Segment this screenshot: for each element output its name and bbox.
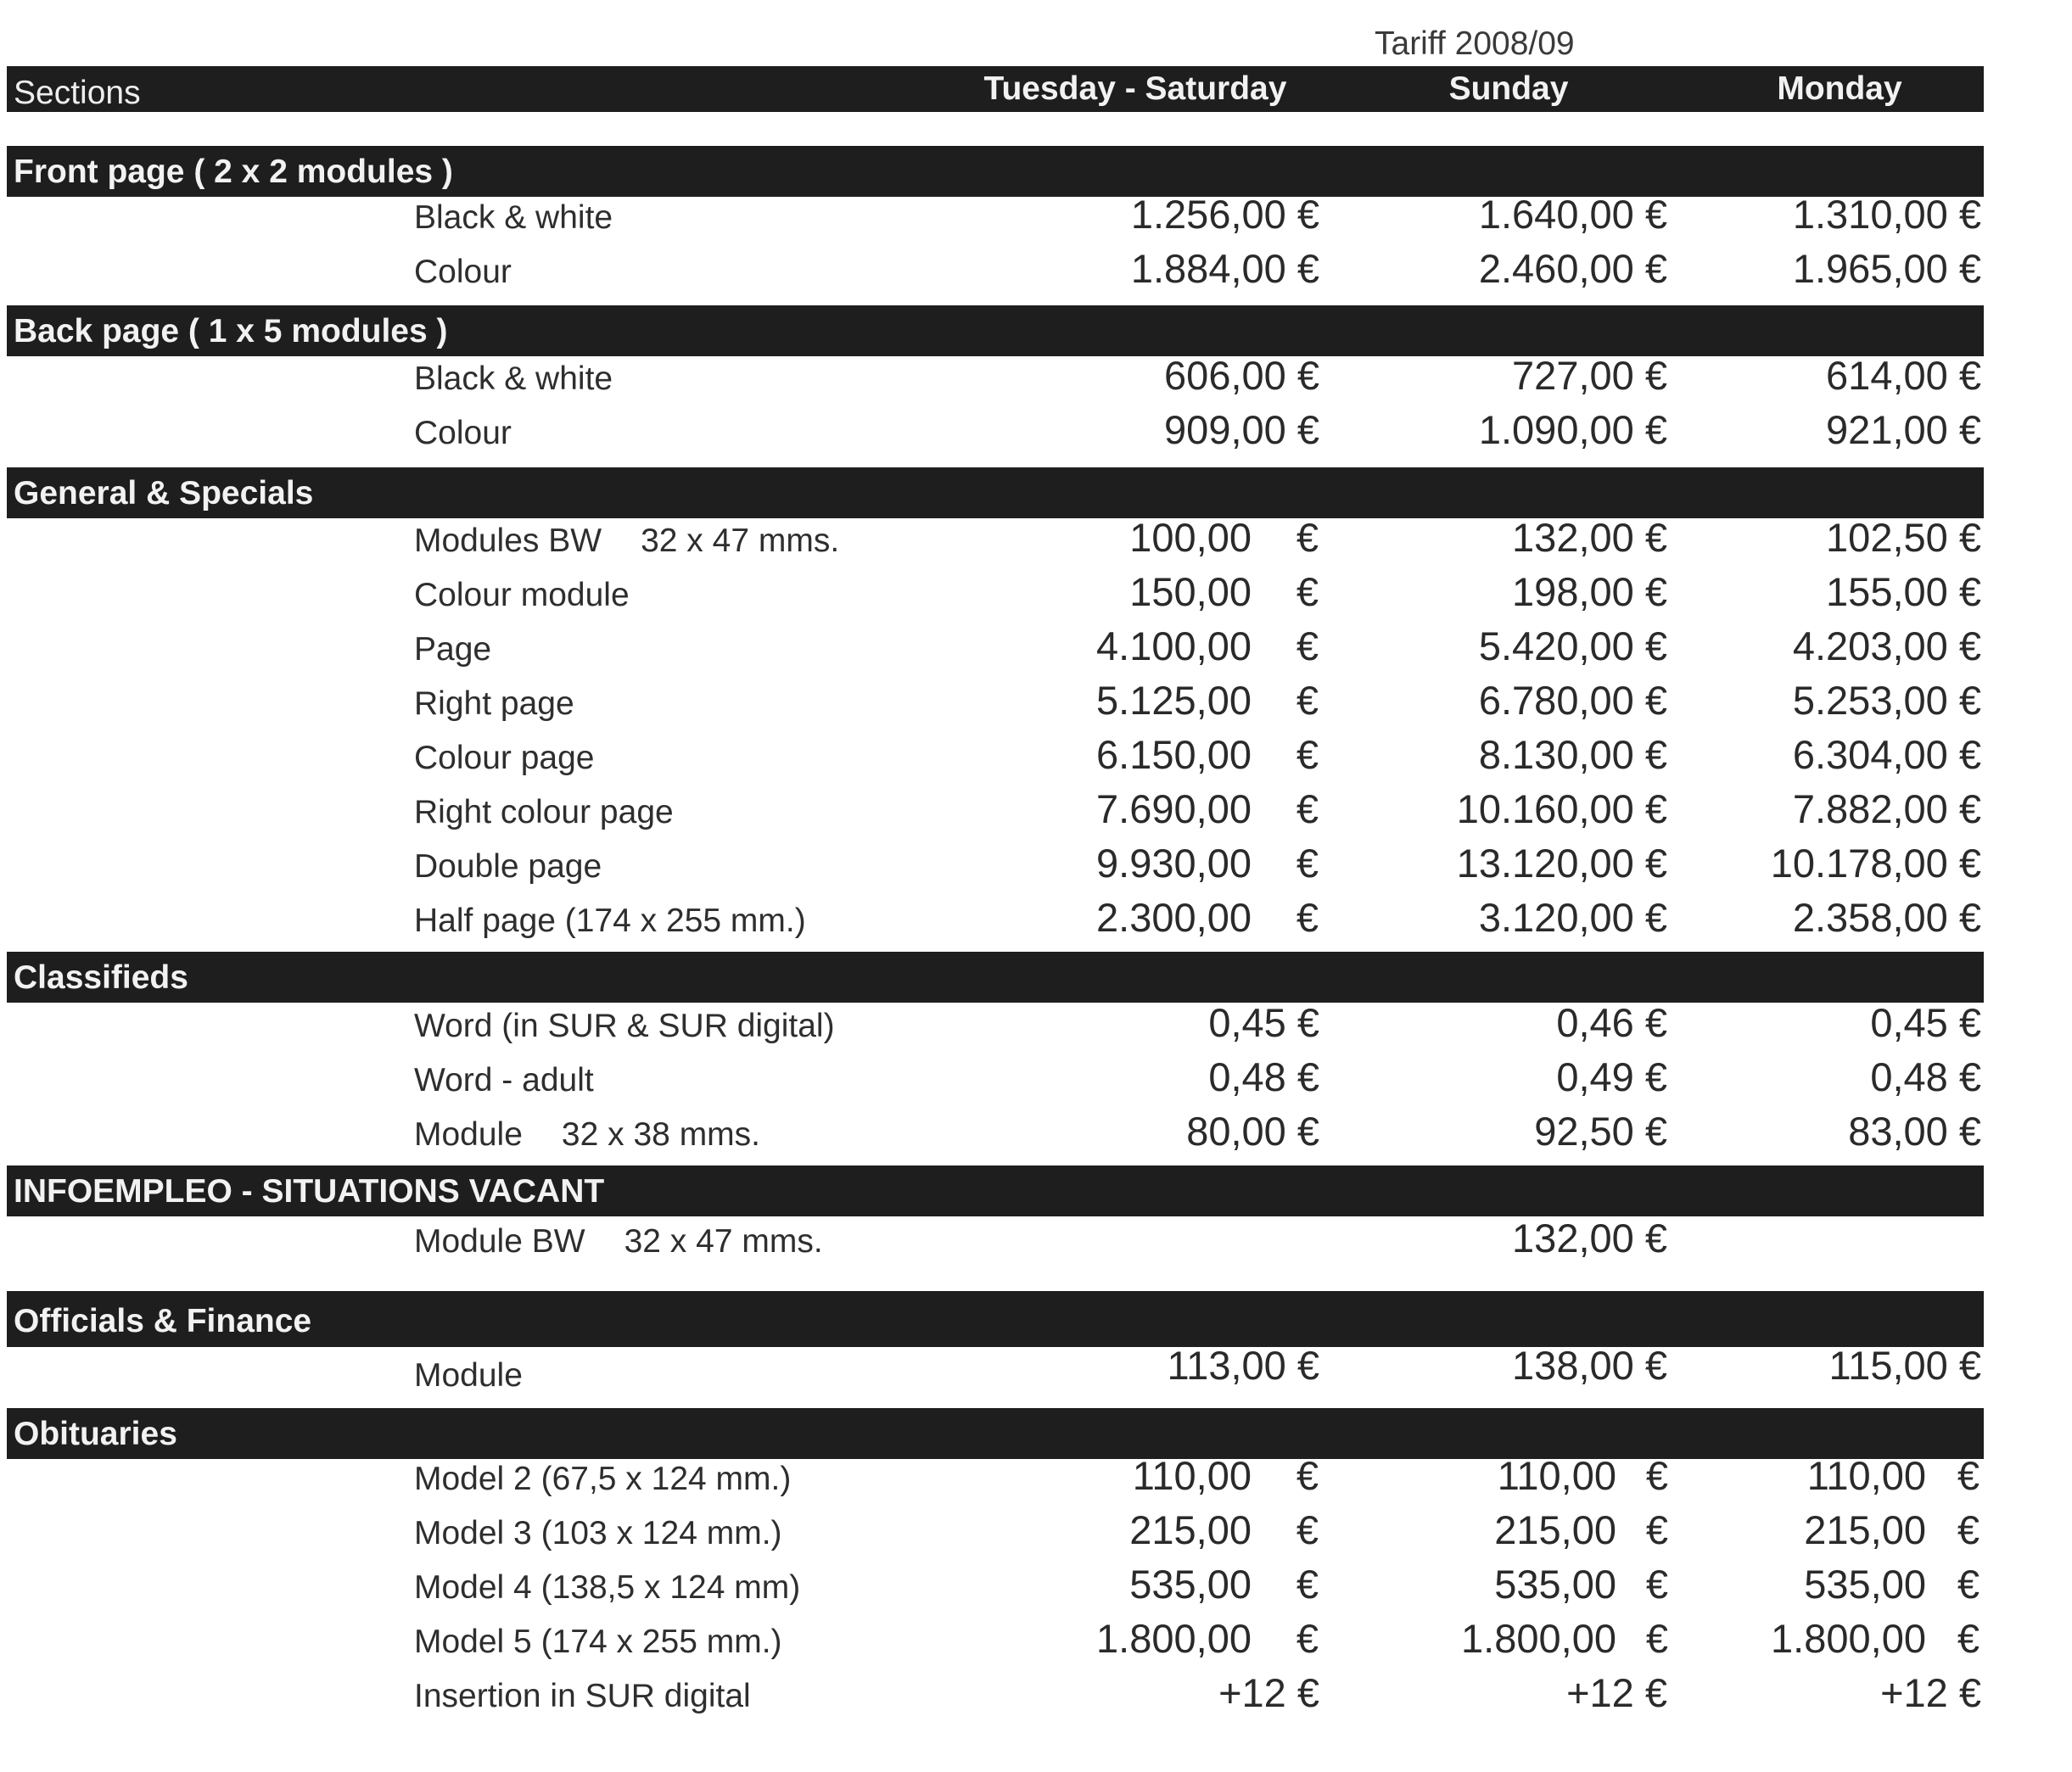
price-tue-sat: 1.800,00	[1096, 1616, 1252, 1661]
table-row	[0, 406, 2072, 461]
price-tue-sat: 110,00	[1132, 1453, 1252, 1498]
price-sunday: 3.120,00 €	[1478, 895, 1667, 940]
table-row	[0, 999, 2072, 1054]
price-monday: 10.178,00 €	[1770, 841, 1981, 886]
price-monday: 921,00 €	[1826, 407, 1981, 452]
price-tue-sat: 606,00 €	[1164, 353, 1319, 398]
euro-sign: €	[1957, 1616, 1980, 1661]
table-row	[0, 191, 2072, 245]
price-monday: 535,00	[1804, 1562, 1926, 1607]
price-sunday: 10.160,00 €	[1456, 786, 1667, 831]
table-row	[0, 731, 2072, 785]
column-header-sunday: Sunday	[1448, 70, 1569, 107]
table-row	[0, 568, 2072, 623]
price-sunday: 727,00 €	[1512, 353, 1667, 398]
price-tue-sat: 113,00 €	[1167, 1343, 1319, 1388]
row-label-text: Module BW	[414, 1223, 585, 1260]
price-monday: 83,00 €	[1848, 1109, 1981, 1154]
euro-sign: €	[1296, 515, 1319, 560]
price-sunday: 535,00	[1494, 1562, 1616, 1607]
price-monday: 7.882,00 €	[1792, 786, 1981, 831]
table-row	[0, 677, 2072, 731]
column-header-monday: Monday	[1777, 70, 1902, 107]
price-monday: 2.358,00 €	[1792, 895, 1981, 940]
column-header-tue-sat: Tuesday - Saturday	[983, 70, 1287, 107]
row-label: Right page	[414, 685, 574, 722]
table-row	[0, 1215, 2072, 1269]
row-label-text: Modules BW	[414, 523, 602, 559]
row-label: Right colour page	[414, 794, 674, 830]
euro-sign: €	[1645, 1453, 1669, 1498]
price-sunday: 132,00 €	[1512, 1216, 1667, 1261]
row-label: Double page	[414, 848, 602, 885]
price-sunday: 6.780,00 €	[1478, 678, 1667, 723]
price-sunday: 215,00	[1494, 1507, 1616, 1552]
price-tue-sat: 535,00	[1129, 1562, 1252, 1607]
price-sunday: 92,50 €	[1534, 1109, 1667, 1154]
module-size: 32 x 38 mms.	[561, 1116, 760, 1153]
section-title-classifieds: Classifieds	[14, 959, 188, 996]
euro-sign: €	[1957, 1562, 1980, 1607]
table-row	[0, 785, 2072, 840]
price-sunday: 5.420,00 €	[1478, 623, 1667, 668]
price-tue-sat: 80,00 €	[1186, 1109, 1319, 1154]
price-monday: 102,50 €	[1826, 515, 1981, 560]
row-label: Model 5 (174 x 255 mm.)	[414, 1624, 782, 1660]
row-label: Module	[414, 1357, 523, 1394]
price-tue-sat: 909,00 €	[1164, 407, 1319, 452]
price-tue-sat: 0,45 €	[1208, 1000, 1319, 1045]
price-tue-sat: 9.930,00	[1096, 841, 1252, 886]
price-sunday: 1.090,00 €	[1478, 407, 1667, 452]
section-bar-general-specials	[7, 467, 1984, 518]
price-tue-sat: 0,48 €	[1208, 1054, 1319, 1099]
price-sunday: 2.460,00 €	[1478, 246, 1667, 291]
euro-sign: €	[1296, 841, 1319, 886]
price-monday: 6.304,00 €	[1792, 732, 1981, 777]
row-label	[414, 523, 839, 560]
table-row	[0, 840, 2072, 894]
price-monday: 0,45 €	[1870, 1000, 1981, 1045]
table-row	[0, 1669, 2072, 1724]
euro-sign: €	[1645, 1562, 1669, 1607]
price-sunday: 0,49 €	[1556, 1054, 1667, 1099]
price-tue-sat: 1.256,00 €	[1130, 192, 1319, 237]
column-header-bar	[7, 66, 1984, 112]
row-label: Black & white	[414, 199, 613, 236]
price-monday: 215,00	[1804, 1507, 1926, 1552]
row-label: Colour page	[414, 740, 595, 776]
price-tue-sat: 215,00	[1129, 1507, 1252, 1552]
table-row	[0, 1506, 2072, 1561]
table-row	[0, 894, 2072, 948]
row-label-text: Module	[414, 1116, 523, 1153]
row-label: Model 3 (103 x 124 mm.)	[414, 1515, 782, 1551]
price-tue-sat: 1.884,00 €	[1130, 246, 1319, 291]
row-label: Model 2 (67,5 x 124 mm.)	[414, 1461, 792, 1497]
price-sunday: 138,00 €	[1512, 1343, 1667, 1388]
section-title-officials-finance: Officials & Finance	[14, 1303, 312, 1339]
row-label: Page	[414, 631, 492, 668]
euro-sign: €	[1296, 678, 1319, 723]
table-row	[0, 1108, 2072, 1162]
euro-sign: €	[1296, 786, 1319, 831]
euro-sign: €	[1296, 1507, 1319, 1552]
euro-sign: €	[1296, 1453, 1319, 1498]
row-label: Word - adult	[414, 1062, 594, 1098]
table-row	[0, 1452, 2072, 1506]
section-bar-obituaries	[7, 1408, 1984, 1459]
table-row	[0, 623, 2072, 677]
price-monday: 5.253,00 €	[1792, 678, 1981, 723]
row-label: Colour	[414, 415, 512, 451]
price-tue-sat: 150,00	[1129, 569, 1252, 614]
table-row	[0, 1054, 2072, 1108]
table-row	[0, 1342, 2072, 1396]
price-monday: 115,00 €	[1828, 1343, 1981, 1388]
section-title-obituaries: Obituaries	[14, 1416, 177, 1452]
euro-sign: €	[1296, 623, 1319, 668]
section-bar-classifieds	[7, 952, 1984, 1003]
table-row	[0, 352, 2072, 406]
price-tue-sat: 5.125,00	[1096, 678, 1252, 723]
section-title-front-page: Front page ( 2 x 2 modules )	[14, 154, 453, 190]
price-tue-sat: 6.150,00	[1096, 732, 1252, 777]
price-monday: 1.965,00 €	[1792, 246, 1981, 291]
section-bar-officials-finance	[7, 1291, 1984, 1347]
table-row	[0, 1561, 2072, 1615]
section-title-general-specials: General & Specials	[14, 475, 314, 511]
price-tue-sat: 4.100,00	[1096, 623, 1252, 668]
price-tue-sat: 100,00	[1129, 515, 1252, 560]
price-monday: 155,00 €	[1826, 569, 1981, 614]
table-row	[0, 245, 2072, 299]
price-sunday: 13.120,00 €	[1456, 841, 1667, 886]
module-size: 32 x 47 mms.	[624, 1223, 823, 1260]
euro-sign: €	[1957, 1507, 1980, 1552]
price-sunday: 198,00 €	[1512, 569, 1667, 614]
row-label: Half page (174 x 255 mm.)	[414, 903, 806, 939]
row-label: Colour module	[414, 577, 630, 613]
module-size: 32 x 47 mms.	[641, 523, 840, 559]
row-label: Colour	[414, 254, 512, 290]
price-tue-sat: 2.300,00	[1096, 895, 1252, 940]
euro-sign: €	[1645, 1616, 1669, 1661]
row-label: Model 4 (138,5 x 124 mm)	[414, 1569, 801, 1606]
section-title-back-page: Back page ( 1 x 5 modules )	[14, 313, 448, 349]
price-monday: 110,00	[1806, 1453, 1926, 1498]
price-tue-sat: +12 €	[1218, 1670, 1319, 1715]
euro-sign: €	[1296, 1562, 1319, 1607]
price-monday: 4.203,00 €	[1792, 623, 1981, 668]
row-label	[414, 1223, 823, 1261]
table-row	[0, 1615, 2072, 1669]
euro-sign: €	[1296, 1616, 1319, 1661]
section-title-infoempleo: INFOEMPLEO - SITUATIONS VACANT	[14, 1173, 605, 1210]
price-monday: 0,48 €	[1870, 1054, 1981, 1099]
section-bar-back-page	[7, 305, 1984, 356]
euro-sign: €	[1296, 732, 1319, 777]
price-sunday: 132,00 €	[1512, 515, 1667, 560]
price-sunday: 8.130,00 €	[1478, 732, 1667, 777]
price-sunday: 1.640,00 €	[1478, 192, 1667, 237]
section-bar-front-page	[7, 146, 1984, 197]
euro-sign: €	[1296, 569, 1319, 614]
euro-sign: €	[1296, 895, 1319, 940]
price-tue-sat: 7.690,00	[1096, 786, 1252, 831]
price-monday: 1.800,00	[1771, 1616, 1926, 1661]
price-monday: 1.310,00 €	[1792, 192, 1981, 237]
row-label: Insertion in SUR digital	[414, 1678, 751, 1714]
price-monday: 614,00 €	[1826, 353, 1981, 398]
price-sunday: 1.800,00	[1461, 1616, 1616, 1661]
price-sunday: 110,00	[1497, 1453, 1616, 1498]
sections-header: Sections	[14, 75, 141, 111]
row-label	[414, 1116, 760, 1154]
table-row	[0, 514, 2072, 568]
row-label: Word (in SUR & SUR digital)	[414, 1008, 835, 1044]
tariff-title: Tariff 2008/09	[1375, 25, 1575, 62]
euro-sign: €	[1957, 1453, 1980, 1498]
section-bar-infoempleo	[7, 1165, 1984, 1216]
row-label: Black & white	[414, 361, 613, 397]
euro-sign: €	[1645, 1507, 1669, 1552]
price-monday: +12 €	[1880, 1670, 1981, 1715]
price-sunday: 0,46 €	[1556, 1000, 1667, 1045]
price-sunday: +12 €	[1566, 1670, 1667, 1715]
